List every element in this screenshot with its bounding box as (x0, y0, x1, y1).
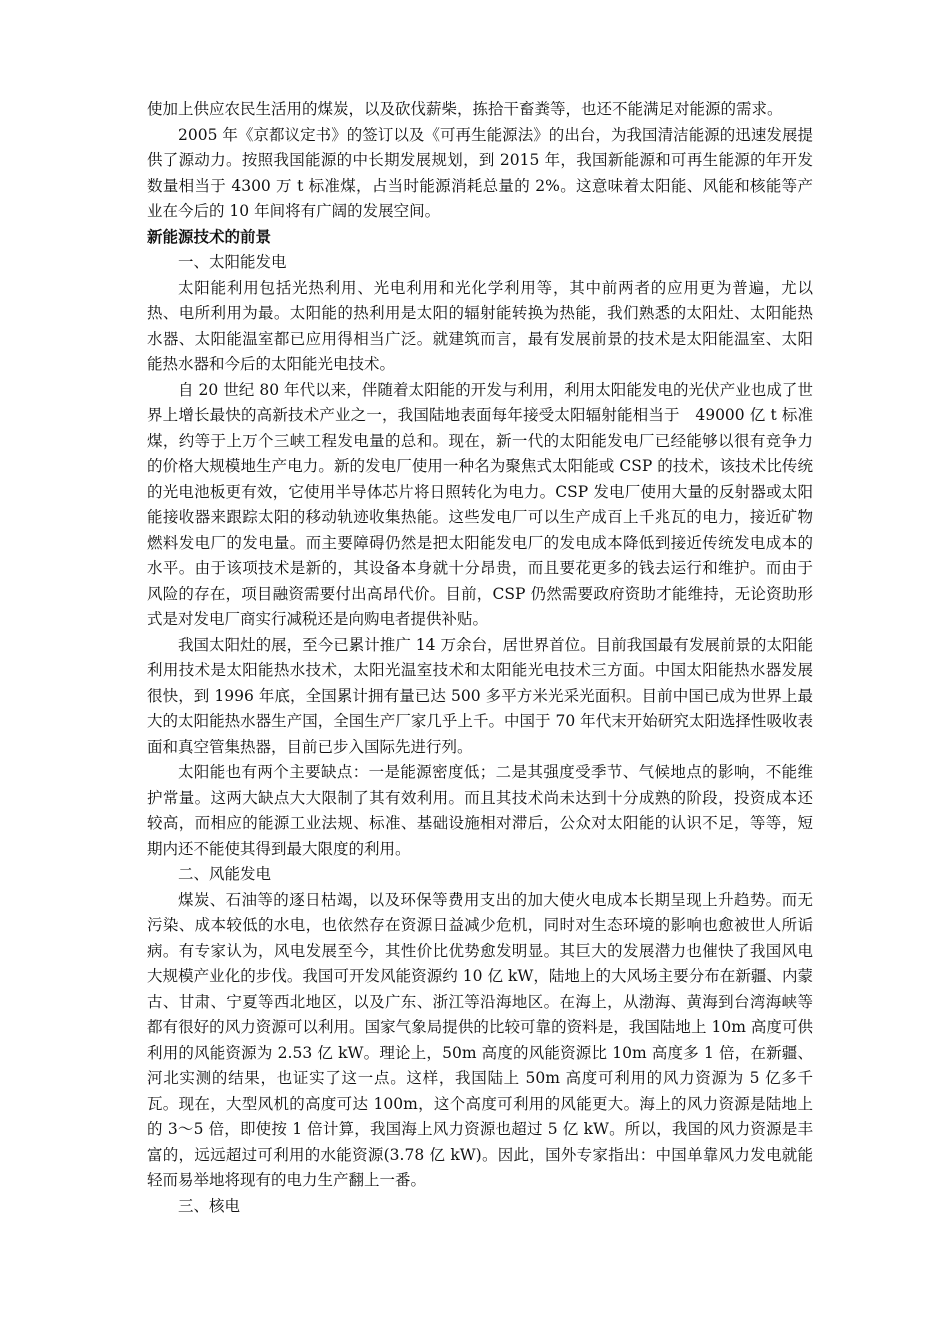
paragraph-solar-cooker: 我国太阳灶的展，至今已累计推广 14 万余台，居世界首位。目前我国最有发展前景的太阳能利用技术是太阳能热水技术，太阳光温室技术和太阳能光电技术三方面。中国太阳能热水器发展很快，到 1996 年底，全国累计拥有量已达 500 多平方米光采光面积。目前中国已成为世界上最大的太阳能热水器生产国，全国生产厂家几乎上千。中国于 70 年代末开始研究太阳选择性吸收表面和真空管集热器，目前已步入国际先进行列。 (147, 635, 813, 756)
paragraph-solar-use: 太阳能利用包括光热利用、光电利用和光化学利用等，其中前两者的应用更为普遍，尤以热、电所利用为最。太阳能的热利用是太阳的辐射能转换为热能，我们熟悉的太阳灶、太阳能热水器、太阳能温室都已应用得相当广泛。就建筑而言，最有发展前景的技术是太阳能温室、太阳能热水器和今后的太阳能光电技术。 (147, 278, 813, 373)
paragraph-solar-drawbacks: 太阳能也有两个主要缺点：一是能源密度低；二是其强度受季节、气候地点的影响，不能维护常量。这两大缺点大大限制了其有效利用。而且其技术尚未达到十分成熟的阶段，投资成本还较高，而相应的能源工业法规、标准、基础设施相对滞后，公众对太阳能的认识不足，等等，短期内还不能使其得到最大限度的利用。 (147, 763, 813, 858)
subheading-solar: 一、太阳能发电 (178, 253, 287, 271)
paragraph-solar-pv: 自 20 世纪 80 年代以来，伴随着太阳能的开发与利用，利用太阳能发电的光伏产业也成了世界上增长最快的高新技术产业之一，我国陆地表面每年接受太阳辐射能相当于 49000 亿 t 标准煤，约等于上万个三峡工程发电量的总和。现在，新一代的太阳能发电厂已经能够以很有竞争力的价格大规模地生产电力。新的发电厂使用一种名为聚焦式太阳能或 CSP 的技术，该技术比传统的光电池板更有效，它使用半导体芯片将日照转化为电力。CSP 发电厂使用大量的反射器或太阳能接收器来跟踪太阳的移动轨迹收集热能。这些发电厂可以生产成百上千兆瓦的电力，接近矿物燃料发电厂的发电量。而主要障碍仍然是把太阳能发电厂的发电成本降低到接近传统发电成本的水平。由于该项技术是新的，其设备本身就十分昂贵，而且要花更多的钱去运行和维护。而由于风险的存在，项目融资需要付出高昂代价。目前，CSP 仍然需要政府资助才能维持，无论资助形式是对发电厂商实行减税还是向购电者提供补贴。 (147, 380, 813, 628)
subheading-wind: 二、风能发电 (178, 865, 272, 883)
section-heading: 新能源技术的前景 (147, 227, 272, 246)
paragraph-wind: 煤炭、石油等的逐日枯竭，以及环保等费用支出的加大使火电成本长期呈现上升趋势。而无污染、成本较低的水电，也依然存在资源日益减少危机，同时对生态环境的影响也愈被世人所诟病。有专家认为，风电发展至今，其性价比优势愈发明显。其巨大的发展潜力也催快了我国风电大规模产业化的步伐。我国可开发风能资源约 10 亿 kW，陆地上的大风场主要分布在新疆、内蒙古、甘肃、宁夏等西北地区，以及广东、浙江等沿海地区。在海上，从渤海、黄海到台湾海峡等都有很好的风力资源可以利用。国家气象局提供的比较可靠的资料是，我国陆地上 10m 高度可供利用的风能资源为 2.53 亿 kW。理论上，50m 高度的风能资源比 10m 高度多 1 倍，在新疆、河北实测的结果，也证实了这一点。这样，我国陆上 50m 高度可利用的风力资源为 5 亿多千瓦。现在，大型风机的高度可达 100m，这个高度可利用的风能更大。海上的风力资源是陆地上的 3～5 倍，即使按 1 倍计算，我国海上风力资源也超过 5 亿 kW。所以，我国的风力资源是丰富的，远远超过可利用的水能资源(3.78 亿 kW)。因此，国外专家指出：中国单靠风力发电就能轻而易举地将现有的电力生产翻上一番。 (147, 890, 813, 1189)
document-body (147, 97, 813, 1219)
paragraph-continuation: 使加上供应农民生活用的煤炭，以及砍伐薪柴，拣拾干畜粪等，也还不能满足对能源的需求。 (147, 100, 783, 118)
paragraph-kyoto-protocol: 2005 年《京都议定书》的签订以及《可再生能源法》的出台，为我国清洁能源的迅速发展提供了源动力。按照我国能源的中长期发展规划，到 2015 年，我国新能源和可再生能源的年开发数量相当于 4300 万 t 标准煤，占当时能源消耗总量的 2%。这意味着太阳能、风能和核能等产业在今后的 10 年间将有广阔的发展空间。 (147, 125, 813, 220)
subheading-nuclear: 三、核电 (178, 1196, 241, 1215)
